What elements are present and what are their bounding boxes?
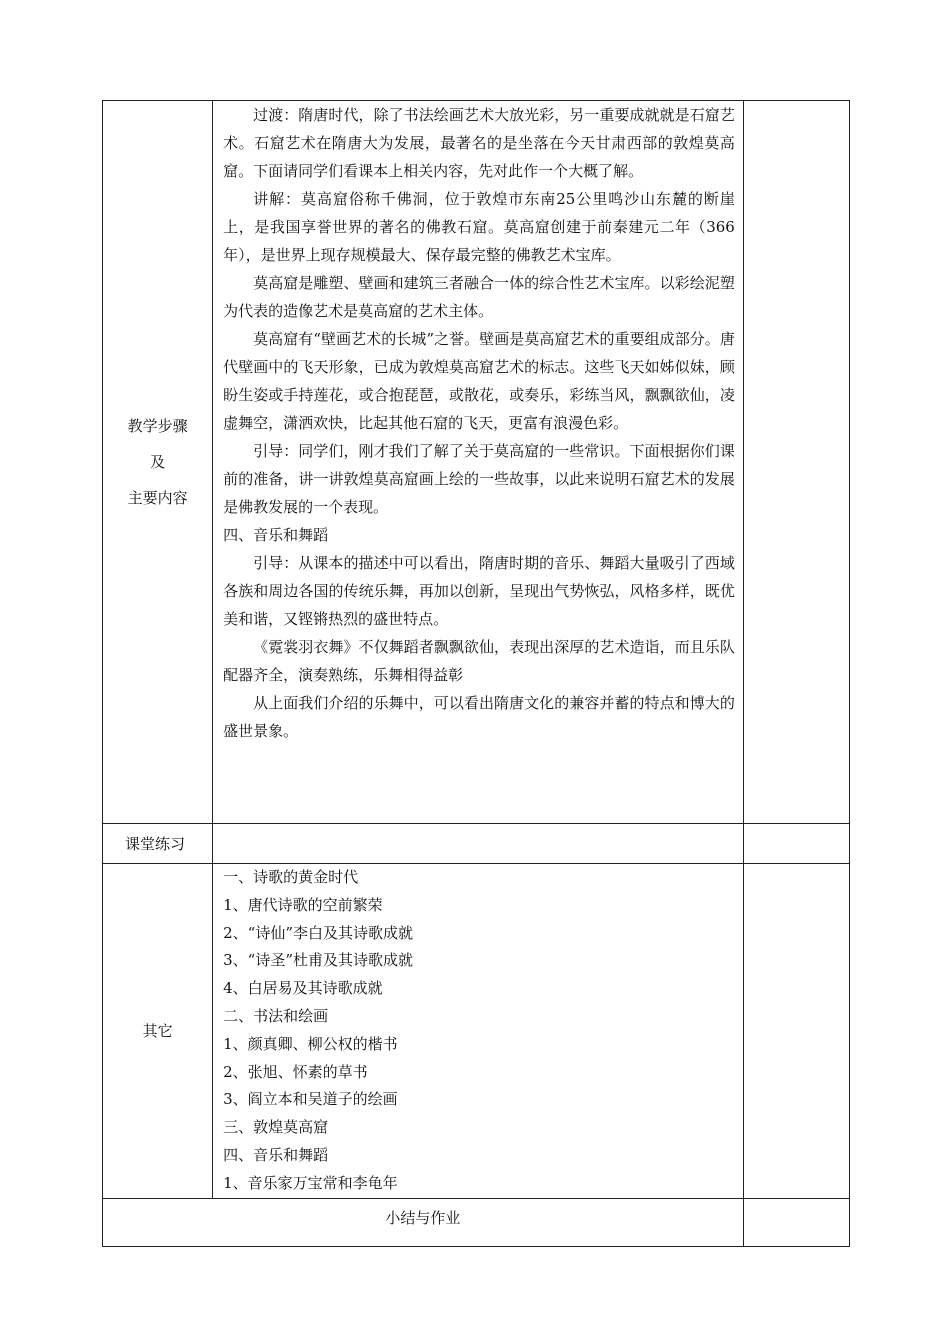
summary-label: 小结与作业 <box>103 1198 744 1246</box>
notes-cell <box>743 824 849 864</box>
practice-content <box>213 824 744 864</box>
lesson-plan-table <box>102 100 850 1247</box>
outline-item: 3、“诗圣”杜甫及其诗歌成就 <box>223 951 414 970</box>
summary-row <box>103 1198 850 1246</box>
outline-item: 2、“诗仙”李白及其诗歌成就 <box>223 923 414 942</box>
outline-item: 1、音乐家万宝常和李龟年 <box>223 1173 398 1192</box>
paragraph: 过渡：隋唐时代，除了书法绘画艺术大放光彩，另一重要成就就是石窟艺术。石窟艺术在隋唐大为发展，最著名的是坐落在今天甘肃西部的敦煌莫高窟。下面请同学们看课本上相关内容，先对此作一个大概了解。 <box>223 106 735 180</box>
outline-item: 1、唐代诗歌的空前繁荣 <box>223 895 383 914</box>
paragraph: 《霓裳羽衣舞》不仅舞蹈者飘飘欲仙，表现出深厚的艺术造诣，而且乐队配器齐全，演奏熟练，乐舞相得益彰 <box>223 638 735 684</box>
label-line: 及 <box>150 453 166 471</box>
label-line: 教学步骤 <box>127 417 188 435</box>
practice-row <box>103 824 850 864</box>
teaching-steps-content <box>213 101 744 824</box>
paragraph: 莫高窟是雕塑、壁画和建筑三者融合一体的综合性艺术宝库。以彩绘泥塑为代表的造像艺术是莫高窟的艺术主体。 <box>223 274 735 320</box>
paragraph: 莫高窟有“壁画艺术的长城”之誉。壁画是莫高窟艺术的重要组成部分。唐代壁画中的飞天形象，已成为敦煌莫高窟艺术的标志。这些飞天如姊似妹，顾盼生姿或手持莲花，或合抱琵琶，或散花，或奏乐，彩练当风，飘飘欲仙，凌虚舞空，潇洒欢快，比起其他石窟的飞天，更富有浪漫色彩。 <box>223 330 735 432</box>
outline-item: 1、颜真卿、柳公权的楷书 <box>223 1034 398 1053</box>
paragraph: 引导：从课本的描述中可以看出，隋唐时期的音乐、舞蹈大量吸引了西域各族和周边各国的传统乐舞，再加以创新，呈现出气势恢弘，风格多样，既优美和谐，又铿锵热烈的盛世特点。 <box>223 554 735 628</box>
outline-item: 二、书法和绘画 <box>223 1006 329 1025</box>
paragraph: 引导：同学们，刚才我们了解了关于莫高窟的一些常识。下面根据你们课前的准备，讲一讲敦煌莫高窟画上绘的一些故事，以此来说明石窟艺术的发展是佛教发展的一个表现。 <box>223 442 735 516</box>
notes-cell <box>743 864 849 1199</box>
outline-item: 一、诗歌的黄金时代 <box>223 868 359 886</box>
paragraph: 从上面我们介绍的乐舞中，可以看出隋唐文化的兼容并蓄的特点和博大的盛世景象。 <box>223 694 735 740</box>
outline-item: 四、音乐和舞蹈 <box>223 1145 329 1164</box>
outline-item: 4、白居易及其诗歌成就 <box>223 979 383 998</box>
outline-item: 三、敦煌莫高窟 <box>223 1118 329 1137</box>
other-row <box>103 864 850 1199</box>
paragraph: 讲解：莫高窟俗称千佛洞，位于敦煌市东南25公里鸣沙山东麓的断崖上，是我国享誉世界的著名的佛教石窟。莫高窟创建于前秦建元二年（366年），是世界上现存规模最大、保存最完整的佛教艺术宝库。 <box>223 190 735 264</box>
other-label: 其它 <box>103 864 213 1199</box>
outline-item: 3、阎立本和吴道子的绘画 <box>223 1090 398 1109</box>
teaching-steps-row <box>103 101 850 824</box>
teaching-steps-label <box>103 101 213 824</box>
practice-label: 课堂练习 <box>103 824 213 864</box>
section-heading: 四、音乐和舞蹈 <box>223 526 329 544</box>
outline-content <box>213 864 744 1199</box>
notes-cell <box>743 101 849 824</box>
outline-item: 2、张旭、怀素的草书 <box>223 1062 368 1081</box>
notes-cell <box>743 1198 849 1246</box>
label-line: 主要内容 <box>127 489 188 507</box>
